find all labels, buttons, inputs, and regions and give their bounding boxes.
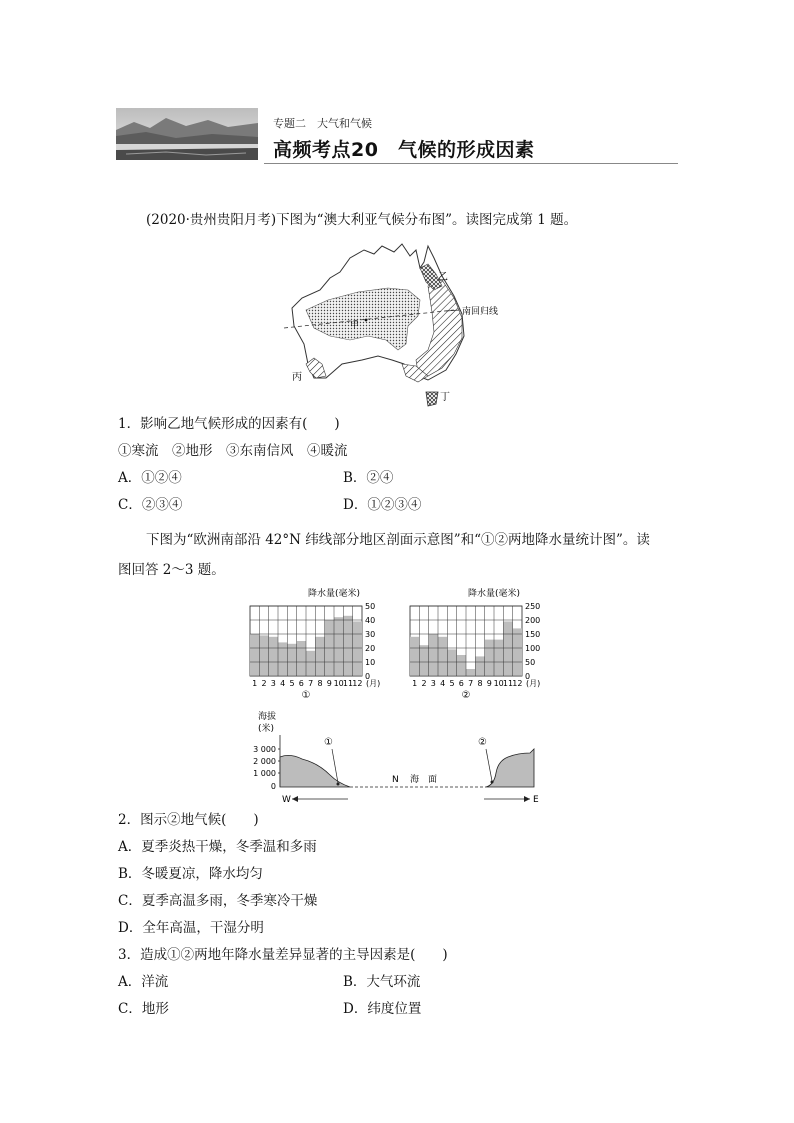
- profile-diagram: [240, 705, 550, 805]
- chart-2-xtick-9: 9: [486, 679, 492, 688]
- intro-question-2-line2: 图回答 2～3 题。: [118, 562, 225, 578]
- chart-1-bar-2: [259, 635, 268, 676]
- chart-1-ylabel: 降水量(毫米): [307, 589, 360, 599]
- q1-option-b[interactable]: B．②④: [343, 470, 394, 486]
- profile-ylabel-1: 海拔: [258, 712, 277, 722]
- chart-2-ytick-250: 250: [525, 602, 541, 611]
- chart-2-ytick-150: 150: [525, 630, 541, 639]
- chart-1-bar-5: [287, 644, 296, 676]
- chart-2-xtick-3: 3: [430, 679, 436, 688]
- chart-2-xtick-8: 8: [477, 679, 483, 688]
- q1-stem: 1．影响乙地气候形成的因素有( ): [118, 416, 340, 432]
- chart-2-xtick-2: 2: [421, 679, 427, 688]
- chart-2-ytick-200: 200: [525, 616, 541, 625]
- chart-1-bar-11: [343, 616, 352, 676]
- chart-2-title: ②: [461, 690, 471, 701]
- q2-option-d[interactable]: D．全年高温，干湿分明: [118, 920, 264, 936]
- chart-2-ytick-0: 0: [525, 672, 531, 681]
- chart-1-ytick-40: 40: [365, 616, 376, 625]
- q1-option-a[interactable]: A．①②④: [118, 470, 182, 486]
- chart-1-xtick-4: 4: [280, 679, 286, 688]
- label-jia: 甲: [350, 321, 360, 331]
- header-landscape-image: [116, 108, 258, 160]
- chart-2-xtick-10: 10: [493, 679, 504, 688]
- label-n: N: [392, 775, 399, 785]
- chart-2-xtick-6: 6: [458, 679, 464, 688]
- chart-2-xtick-7: 7: [468, 679, 474, 688]
- q2-option-b[interactable]: B．冬暖夏凉，降水均匀: [118, 866, 263, 882]
- q3-option-a[interactable]: A．洋流: [118, 974, 169, 990]
- q3-option-b[interactable]: B．大气环流: [343, 974, 421, 990]
- chart-2-bar-1: [410, 637, 419, 676]
- chart-2-bar-2: [419, 645, 428, 676]
- chart-1-bar-7: [306, 651, 315, 676]
- profile-point-2: ②: [478, 737, 487, 748]
- chart-2-xtick-11: 11: [502, 679, 514, 688]
- chart-2-bar-3: [429, 634, 438, 676]
- chart-1-ytick-50: 50: [365, 602, 376, 611]
- chart-1-ytick-0: 0: [365, 672, 371, 681]
- label-yi: 乙: [438, 272, 448, 283]
- chart-2-bar-4: [438, 637, 447, 676]
- australia-climate-map: [278, 240, 518, 415]
- chart-1-xtick-8: 8: [317, 679, 323, 688]
- profile-point-1: ①: [324, 737, 333, 748]
- chart-2-xlabel: (月): [526, 679, 541, 688]
- page-title: 高频考点20 气候的形成因素: [273, 139, 535, 161]
- chart-2-bar-8: [475, 656, 484, 676]
- chart-2-bar-6: [457, 655, 466, 676]
- q1-option-d[interactable]: D．①②③④: [343, 497, 422, 513]
- chart-1-xtick-3: 3: [270, 679, 276, 688]
- chart-2-bar-10: [494, 640, 503, 676]
- chart-2-ytick-100: 100: [525, 644, 541, 653]
- chart-2-bar-12: [513, 628, 522, 676]
- profile-ytick-2000: 2 000: [253, 757, 276, 766]
- chart-2-xtick-12: 12: [512, 679, 523, 688]
- chart-1-bar-6: [297, 641, 306, 676]
- label-west: W: [282, 795, 291, 805]
- chart-1-bar-8: [315, 637, 324, 676]
- chart-2-ytick-50: 50: [525, 658, 536, 667]
- chart-2-bar-7: [466, 669, 475, 676]
- label-sea: 海 面: [410, 775, 438, 785]
- profile-ytick-0: 0: [270, 782, 276, 791]
- chart-2-xtick-4: 4: [440, 679, 446, 688]
- label-east: E: [533, 795, 539, 805]
- q1-factors: ①寒流 ②地形 ③东南信风 ④暖流: [118, 443, 348, 459]
- chart-2-bar-5: [447, 649, 456, 676]
- west-landmass: [280, 755, 350, 787]
- chart-1-xtick-6: 6: [298, 679, 304, 688]
- chart-2-bar-11: [503, 621, 512, 676]
- chart-1-xtick-12: 12: [352, 679, 363, 688]
- intro-question-1: (2020·贵州贵阳月考)下图为“澳大利亚气候分布图”。读图完成第 1 题。: [146, 212, 578, 228]
- chart-1-xtick-9: 9: [326, 679, 332, 688]
- q2-option-c[interactable]: C．夏季高温多雨，冬季寒冷干燥: [118, 893, 318, 909]
- chart-2-xtick-5: 5: [449, 679, 455, 688]
- label-bing: 丙: [292, 372, 302, 383]
- chart-2-bar-9: [485, 640, 494, 676]
- label-tropic: 南回归线: [462, 307, 499, 317]
- q2-option-a[interactable]: A．夏季炎热干燥，冬季温和多雨: [118, 839, 317, 855]
- q1-option-c[interactable]: C．②③④: [118, 497, 183, 513]
- chart-1-xlabel: (月): [366, 679, 381, 688]
- header-divider: [264, 163, 678, 164]
- chart-1-xtick-11: 11: [342, 679, 354, 688]
- label-ding: 丁: [440, 392, 450, 403]
- chart-2-xtick-1: 1: [412, 679, 418, 688]
- profile-ylabel-2: (米): [258, 724, 275, 734]
- chart-1-xtick-1: 1: [252, 679, 258, 688]
- chart-1-xtick-5: 5: [289, 679, 295, 688]
- q3-option-d[interactable]: D．纬度位置: [343, 1001, 422, 1017]
- chart-1-title: ①: [301, 690, 311, 701]
- region-ding: [426, 392, 438, 406]
- profile-ytick-3000: 3 000: [253, 745, 276, 754]
- chart-1-ytick-20: 20: [365, 644, 376, 653]
- chart-1-xtick-10: 10: [333, 679, 344, 688]
- q3-stem: 3．造成①②两地年降水量差异显著的主导因素是( ): [118, 947, 448, 963]
- chart-1-xtick-7: 7: [308, 679, 314, 688]
- chart-1-ytick-30: 30: [365, 630, 376, 639]
- chart-1-bar-10: [334, 617, 343, 676]
- chart-1-bar-1: [250, 634, 259, 676]
- header-subtitle: 专题二 大气和气候: [273, 117, 372, 130]
- chart-1-bar-3: [269, 637, 278, 676]
- chart-1-bar-12: [353, 621, 362, 676]
- q2-stem: 2．图示②地气候( ): [118, 812, 259, 828]
- chart-1-xtick-2: 2: [261, 679, 267, 688]
- profile-ytick-1000: 1 000: [253, 769, 276, 778]
- chart-1-ytick-10: 10: [365, 658, 376, 667]
- chart-1-bar-4: [278, 642, 287, 676]
- chart-2-ylabel: 降水量(毫米): [467, 589, 520, 599]
- q3-option-c[interactable]: C．地形: [118, 1001, 169, 1017]
- precipitation-charts: [230, 584, 560, 706]
- intro-question-2-line1: 下图为“欧洲南部沿 42°N 纬线部分地区剖面示意图”和“①②两地降水量统计图”。读: [146, 532, 650, 548]
